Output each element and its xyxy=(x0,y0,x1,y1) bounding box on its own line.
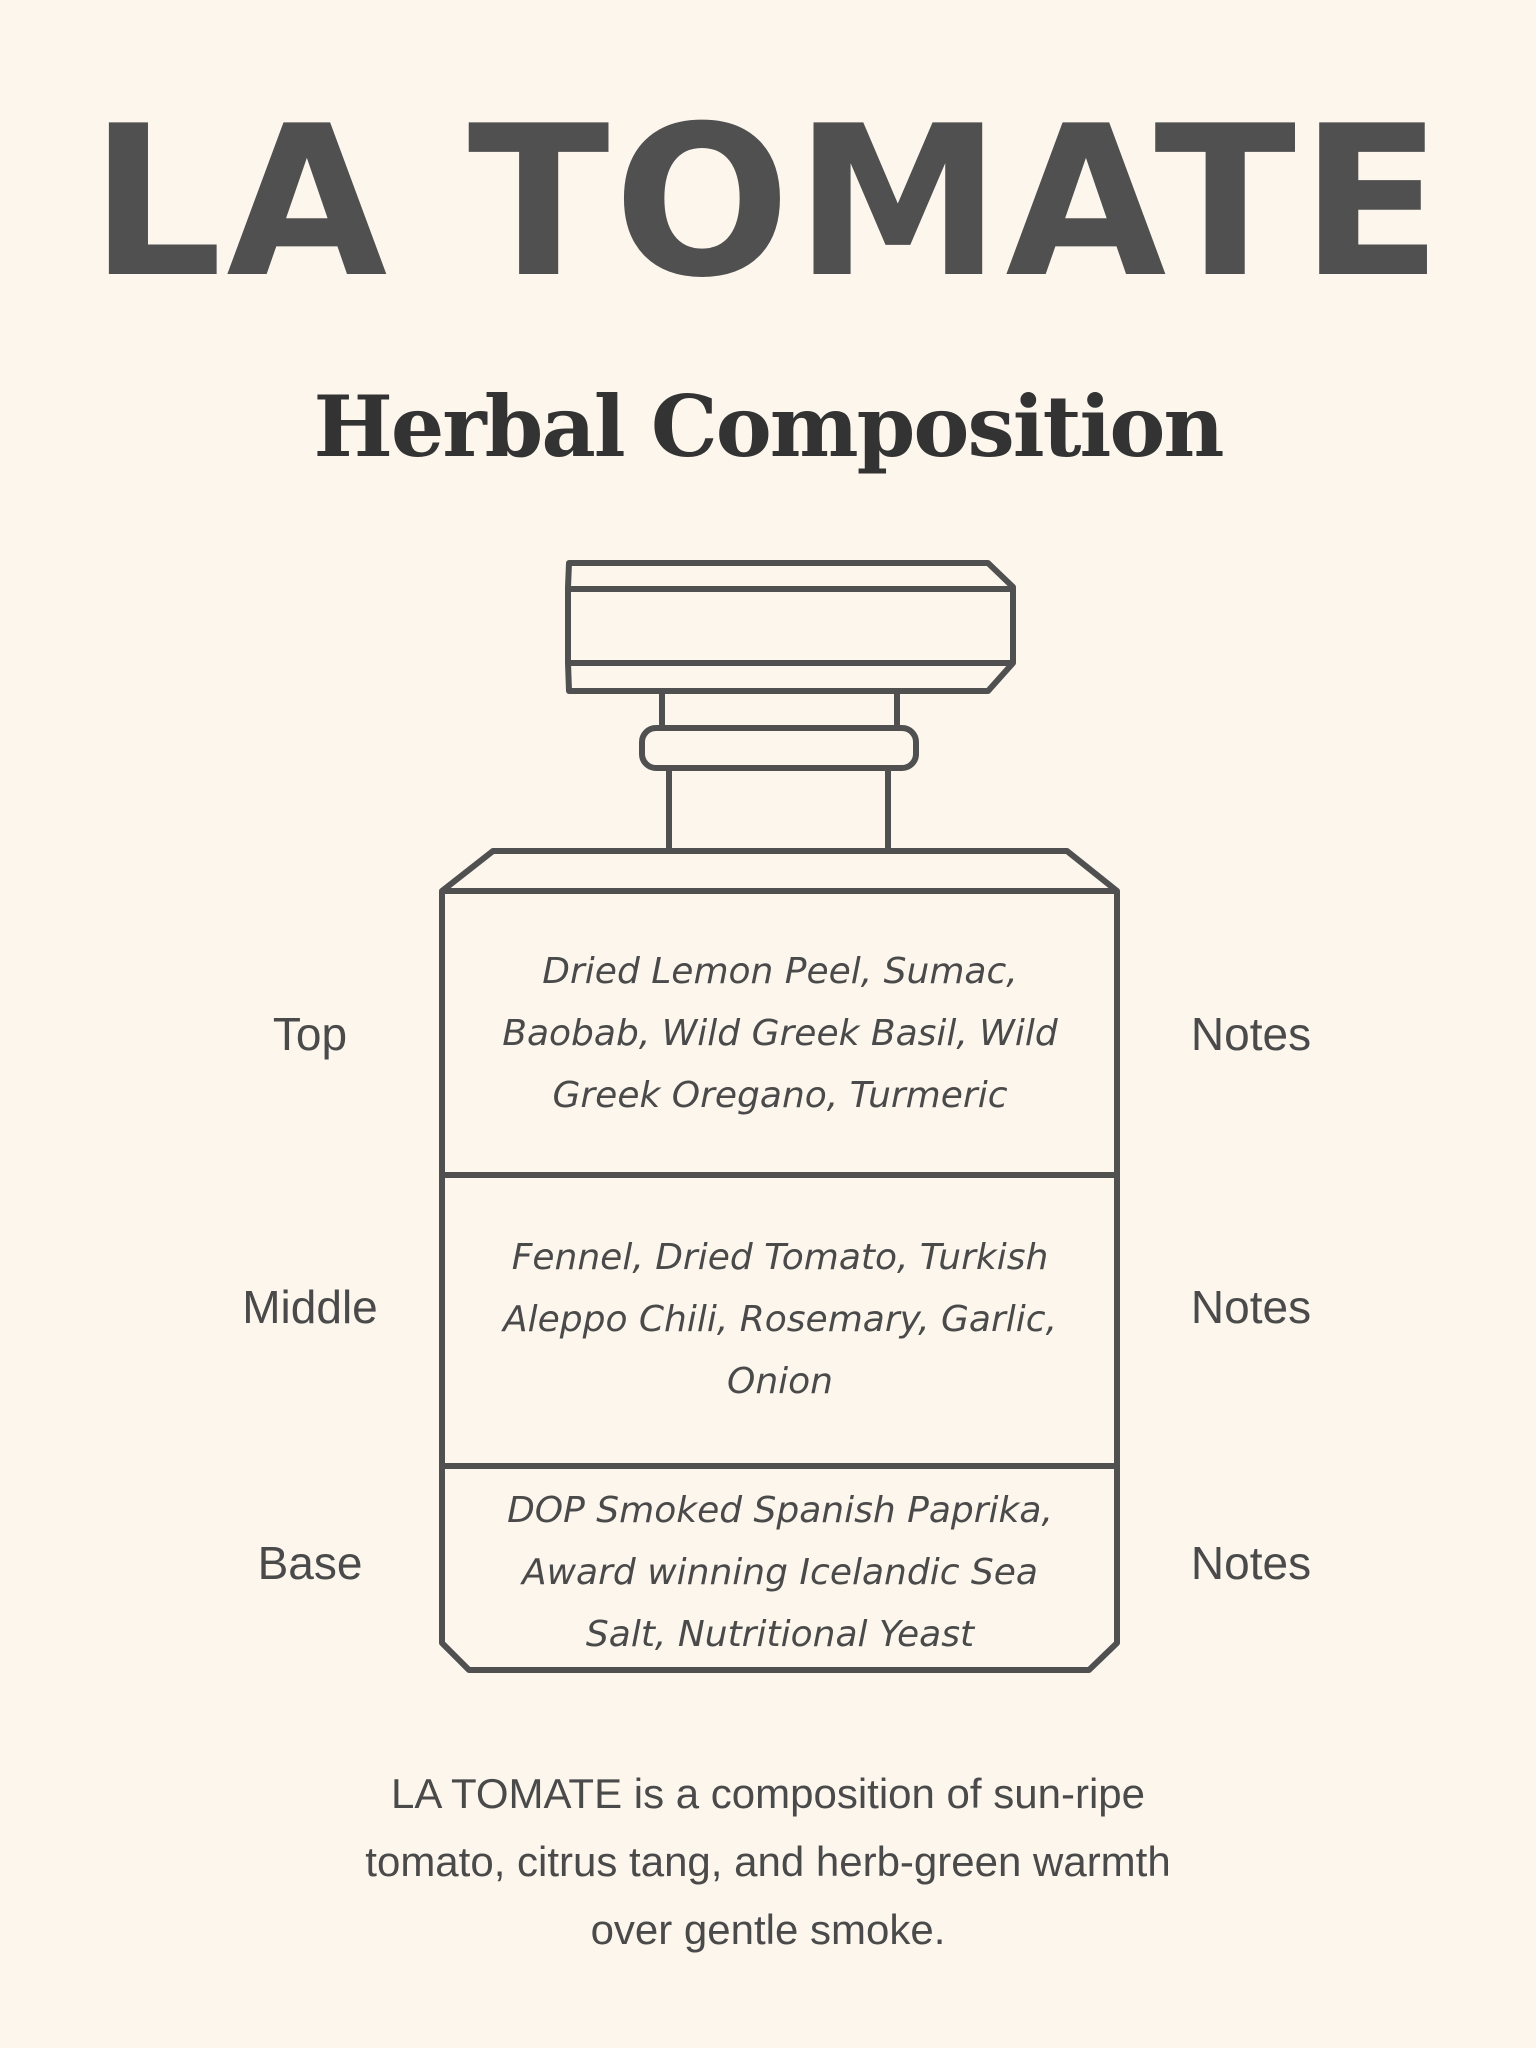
middle-notes-ingredients xyxy=(470,1227,1090,1413)
ingredients-line: Fennel, Dried Tomato, Turkish xyxy=(511,1237,1049,1278)
description-line: tomato, citrus tang, and herb-green warmth xyxy=(365,1838,1171,1885)
ingredients-line: Greek Oregano, Turmeric xyxy=(552,1075,1008,1116)
bottle-neck xyxy=(669,768,888,851)
ingredients-line: Aleppo Chili, Rosemary, Garlic, xyxy=(502,1299,1058,1340)
bottle-ring xyxy=(642,728,916,768)
ingredients-line: Onion xyxy=(727,1361,833,1402)
description-line: LA TOMATE is a composition of sun-ripe xyxy=(391,1770,1145,1817)
bottle-cap xyxy=(568,563,1013,691)
description xyxy=(300,1760,1236,1964)
bottle-collar xyxy=(662,691,897,728)
layer-label-base: Base xyxy=(257,1537,363,1589)
page-subtitle: Herbal Composition xyxy=(313,377,1223,476)
brand-title: LA TOMATE xyxy=(89,82,1447,324)
layer-suffix-middle: Notes xyxy=(1190,1281,1312,1333)
layer-label-middle: Middle xyxy=(242,1281,378,1333)
layer-suffix-top: Notes xyxy=(1190,1008,1312,1060)
ingredients-line: Baobab, Wild Greek Basil, Wild xyxy=(502,1013,1058,1054)
ingredients-line: DOP Smoked Spanish Paprika, xyxy=(507,1490,1053,1531)
ingredients-line: Salt, Nutritional Yeast xyxy=(585,1614,975,1655)
layer-label-top: Top xyxy=(272,1008,348,1060)
ingredients-line: Award winning Icelandic Sea xyxy=(521,1552,1038,1593)
description-line: over gentle smoke. xyxy=(590,1906,946,1953)
base-notes-ingredients xyxy=(470,1480,1090,1666)
layer-suffix-base: Notes xyxy=(1190,1537,1312,1589)
top-notes-ingredients xyxy=(470,941,1090,1127)
ingredients-line: Dried Lemon Peel, Sumac, xyxy=(542,951,1018,992)
